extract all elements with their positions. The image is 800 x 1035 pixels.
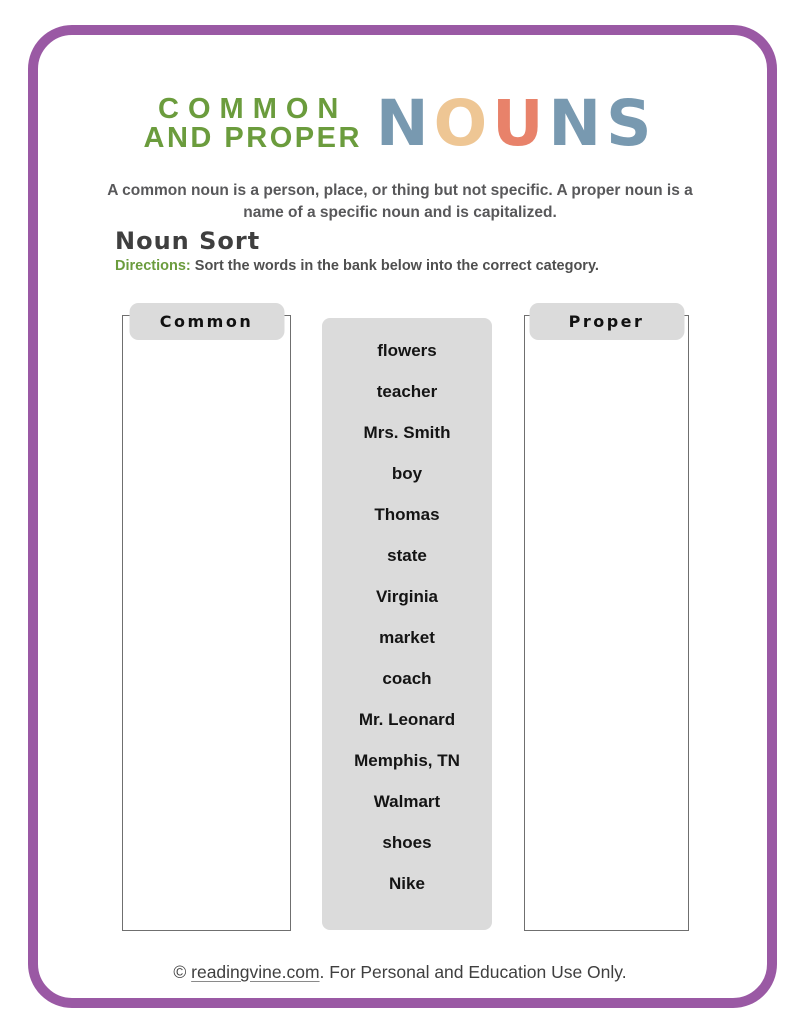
word-bank-item: boy	[391, 463, 423, 483]
word-bank-item: market	[379, 627, 435, 647]
directions-text: Sort the words in the bank below into the correct category.	[190, 258, 599, 274]
word-bank-item: teacher	[376, 381, 438, 401]
worksheet-title	[0, 87, 800, 160]
word-bank-item: state	[387, 545, 427, 565]
word-bank-item: shoes	[382, 832, 432, 852]
word-bank-item: Virginia	[375, 586, 439, 606]
readingvine-link[interactable]: readingvine.com	[191, 962, 320, 982]
word-bank-item: Memphis, TN	[354, 750, 460, 770]
common-column-label: Common	[159, 312, 254, 331]
title-letter: N	[375, 87, 434, 160]
title-nouns	[375, 87, 657, 160]
word-bank	[322, 318, 492, 930]
title-common-and-proper	[144, 95, 362, 152]
common-column-header	[129, 303, 284, 340]
title-letter: S	[606, 87, 657, 160]
footer-usage-text: . For Personal and Education Use Only.	[319, 962, 627, 982]
proper-column-header	[529, 303, 684, 340]
directions	[115, 258, 599, 274]
word-bank-item: coach	[382, 668, 432, 688]
title-line2: AND PROPER	[143, 121, 362, 154]
proper-nouns-answer-box	[524, 312, 689, 931]
footer-copyright	[0, 962, 800, 983]
word-bank-item: Mrs. Smith	[363, 422, 451, 442]
copyright-symbol: ©	[173, 962, 192, 982]
title-letter: U	[492, 87, 549, 160]
section-heading: Noun Sort	[115, 227, 261, 255]
common-nouns-answer-box	[122, 312, 291, 931]
directions-label: Directions:	[115, 258, 191, 274]
title-line1: COMMON	[158, 93, 348, 126]
definition-text: A common noun is a person, place, or thing but not specific. A proper noun is a name of a specific noun and is capitalized.	[107, 182, 693, 221]
word-bank-item: Mr. Leonard	[358, 709, 456, 729]
proper-column-label: Proper	[568, 312, 645, 331]
word-bank-item: Thomas	[374, 504, 440, 524]
word-bank-item: flowers	[377, 340, 437, 360]
title-letter: N	[548, 87, 607, 160]
title-letter: O	[433, 87, 493, 160]
word-bank-item: Nike	[389, 873, 425, 893]
word-bank-item: Walmart	[373, 791, 441, 811]
